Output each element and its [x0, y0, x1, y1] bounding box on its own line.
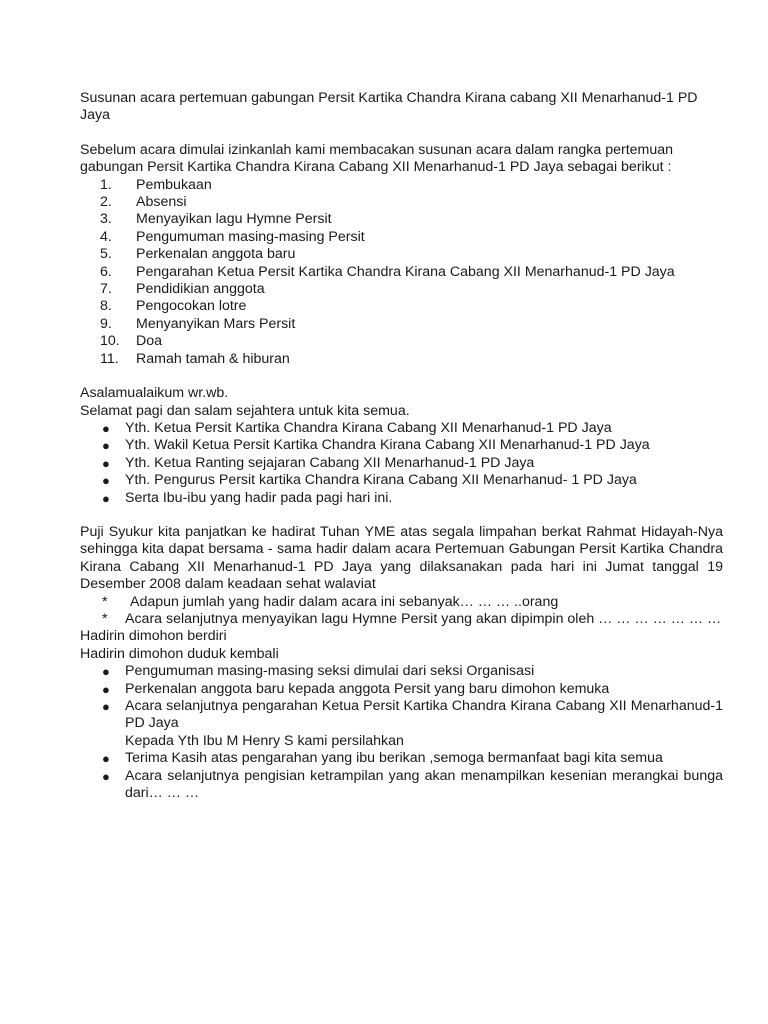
agenda-item-text: Pembukaan — [136, 176, 212, 193]
agenda-item-text: Pengarahan Ketua Persit Kartika Chandra Kirana Cabang XII Menarhanud-1 PD Jaya — [136, 263, 675, 280]
program-item-body — [125, 750, 723, 767]
agenda-item-text: Perkenalan anggota baru — [136, 246, 296, 263]
bullet-icon: ● — [102, 699, 110, 714]
agenda-list — [80, 177, 723, 368]
program-item — [80, 768, 723, 803]
program-item-body — [125, 768, 723, 803]
agenda-item-text: Absensi — [136, 194, 187, 211]
bullet-icon: ● — [102, 420, 110, 436]
agenda-item-number: 10. — [100, 333, 120, 350]
agenda-item-number: 6. — [100, 263, 112, 280]
sit-instruction: Hadirin dimohon duduk kembali — [80, 645, 279, 662]
agenda-item-text: Menyanyikan Mars Persit — [136, 315, 296, 332]
agenda-item-number: 5. — [100, 246, 112, 263]
salutation-text: Yth. Wakil Ketua Persit Kartika Chandra Kirana Cabang XII Menarhanud-1 PD Jaya — [125, 437, 650, 454]
salutation-item — [80, 420, 723, 437]
program-item-body — [125, 681, 723, 698]
agenda-item — [80, 211, 723, 228]
program-list — [80, 663, 723, 802]
program-item-text: Terima Kasih atas pengarahan yang ibu berikan ,semoga bermanfaat bagi kita semua — [125, 750, 663, 767]
agenda-item-text: Pengocokan lotre — [136, 298, 247, 315]
agenda-item — [80, 281, 723, 298]
bullet-icon: ● — [102, 490, 110, 506]
agenda-item-number: 4. — [100, 228, 112, 245]
program-item-text: Acara selanjutnya pengisian ketrampilan yang akan menampilkan kesenian merangkai bunga dari… … … — [125, 767, 723, 802]
agenda-item — [80, 246, 723, 263]
welcome-line: Selamat pagi dan salam sejahtera untuk kita semua. — [80, 402, 410, 419]
salutation-item — [80, 455, 723, 472]
agenda-item-text: Doa — [136, 333, 163, 350]
agenda-item-text: Menyayikan lagu Hymne Persit — [136, 211, 332, 228]
agenda-item — [80, 194, 723, 211]
bullet-icon: ● — [102, 438, 110, 454]
agenda-item — [80, 229, 723, 246]
program-item — [80, 698, 723, 750]
salutation-text: Yth. Ketua Persit Kartika Chandra Kirana Cabang XII Menarhanud-1 PD Jaya — [125, 419, 612, 436]
salutation-list — [80, 420, 723, 507]
agenda-item-number: 8. — [100, 298, 112, 315]
program-item-text: Perkenalan anggota baru kepada anggota Persit yang baru dimohon kemuka — [125, 680, 610, 697]
agenda-item-text: Pendidikian anggota — [136, 281, 265, 298]
document-title: Susunan acara pertemuan gabungan Persit Kartika Chandra Kirana cabang XII Menarhanud-1 PD Jaya — [80, 90, 698, 124]
bullet-icon: ● — [102, 751, 110, 767]
agenda-item — [80, 351, 723, 368]
agenda-item — [80, 264, 723, 281]
agenda-item — [80, 177, 723, 194]
star-marker: * — [102, 610, 108, 627]
salutation-item — [80, 437, 723, 454]
program-item — [80, 681, 723, 698]
agenda-item-number: 7. — [100, 281, 112, 298]
agenda-item-number: 3. — [100, 211, 112, 228]
program-item-body — [125, 698, 723, 750]
salutation-text: Serta Ibu-ibu yang hadir pada pagi hari ini. — [125, 489, 393, 506]
attendance-list — [80, 594, 723, 629]
bullet-icon: ● — [102, 473, 110, 489]
agenda-item-text: Ramah tamah & hiburan — [136, 350, 290, 367]
star-item — [80, 611, 723, 628]
agenda-item-text: Pengumuman masing-masing Persit — [136, 228, 365, 245]
program-item — [80, 663, 723, 680]
star-item-text: Adapun jumlah yang hadir dalam acara ini sebanyak… … … ..orang — [130, 593, 559, 610]
bullet-icon: ● — [102, 768, 110, 784]
gratitude-paragraph: Puji Syukur kita panjatkan ke hadirat Tuhan YME atas segala limpahan berkat Rahmat Hidayah-Nya sehingga kita dapat bersama - sama hadir dalam acara Pertemuan Gabungan Persit Kartika Chandra Kirana Cabang XII Menarhanud-1 PD Jaya yang dilaksanakan pada hari ini Jumat tanggal 19 Desember 2008 dalam keadaan sehat walaviat — [80, 523, 723, 593]
program-item-text: Acara selanjutnya pengarahan Ketua Persit Kartika Chandra Kirana Cabang XII Menarhanud-1 PD Jaya — [125, 698, 723, 732]
bullet-icon: ● — [102, 455, 110, 471]
star-item — [80, 594, 723, 611]
program-item-subtext: Kepada Yth Ibu M Henry S kami persilahkan — [125, 732, 404, 749]
program-item-text: Pengumuman masing-masing seksi dimulai dari seksi Organisasi — [125, 663, 535, 680]
salutation-item — [80, 472, 723, 489]
salutation-text: Yth. Ketua Ranting sejajaran Cabang XII Menarhanud-1 PD Jaya — [125, 454, 535, 471]
salutation-item — [80, 490, 723, 507]
greeting-line: Asalamualaikum wr.wb. — [80, 385, 229, 402]
bullet-icon: ● — [102, 681, 110, 697]
agenda-item — [80, 316, 723, 333]
bullet-icon: ● — [102, 664, 110, 680]
agenda-item-number: 9. — [100, 315, 112, 332]
agenda-item — [80, 333, 723, 350]
star-marker: * — [102, 593, 108, 610]
agenda-item-number: 2. — [100, 194, 112, 211]
program-item-body — [125, 663, 723, 680]
star-item-text: Acara selanjutnya menyayikan lagu Hymne Persit yang akan dipimpin oleh … … … … … … … — [125, 610, 722, 627]
document-body — [80, 90, 723, 802]
salutation-text: Yth. Pengurus Persit kartika Chandra Kirana Cabang XII Menarhanud- 1 PD Jaya — [125, 472, 637, 489]
intro-paragraph: Sebelum acara dimulai izinkanlah kami membacakan susunan acara dalam rangka pertemuan gabungan Persit Kartika Chandra Kirana Cabang XII Menarhanud-1 PD Jaya sebagai berikut : — [80, 141, 674, 176]
agenda-item-number: 11. — [100, 350, 119, 367]
stand-instruction: Hadirin dimohon berdiri — [80, 628, 227, 645]
agenda-item — [80, 298, 723, 315]
program-item — [80, 750, 723, 767]
agenda-item-number: 1. — [100, 176, 112, 193]
